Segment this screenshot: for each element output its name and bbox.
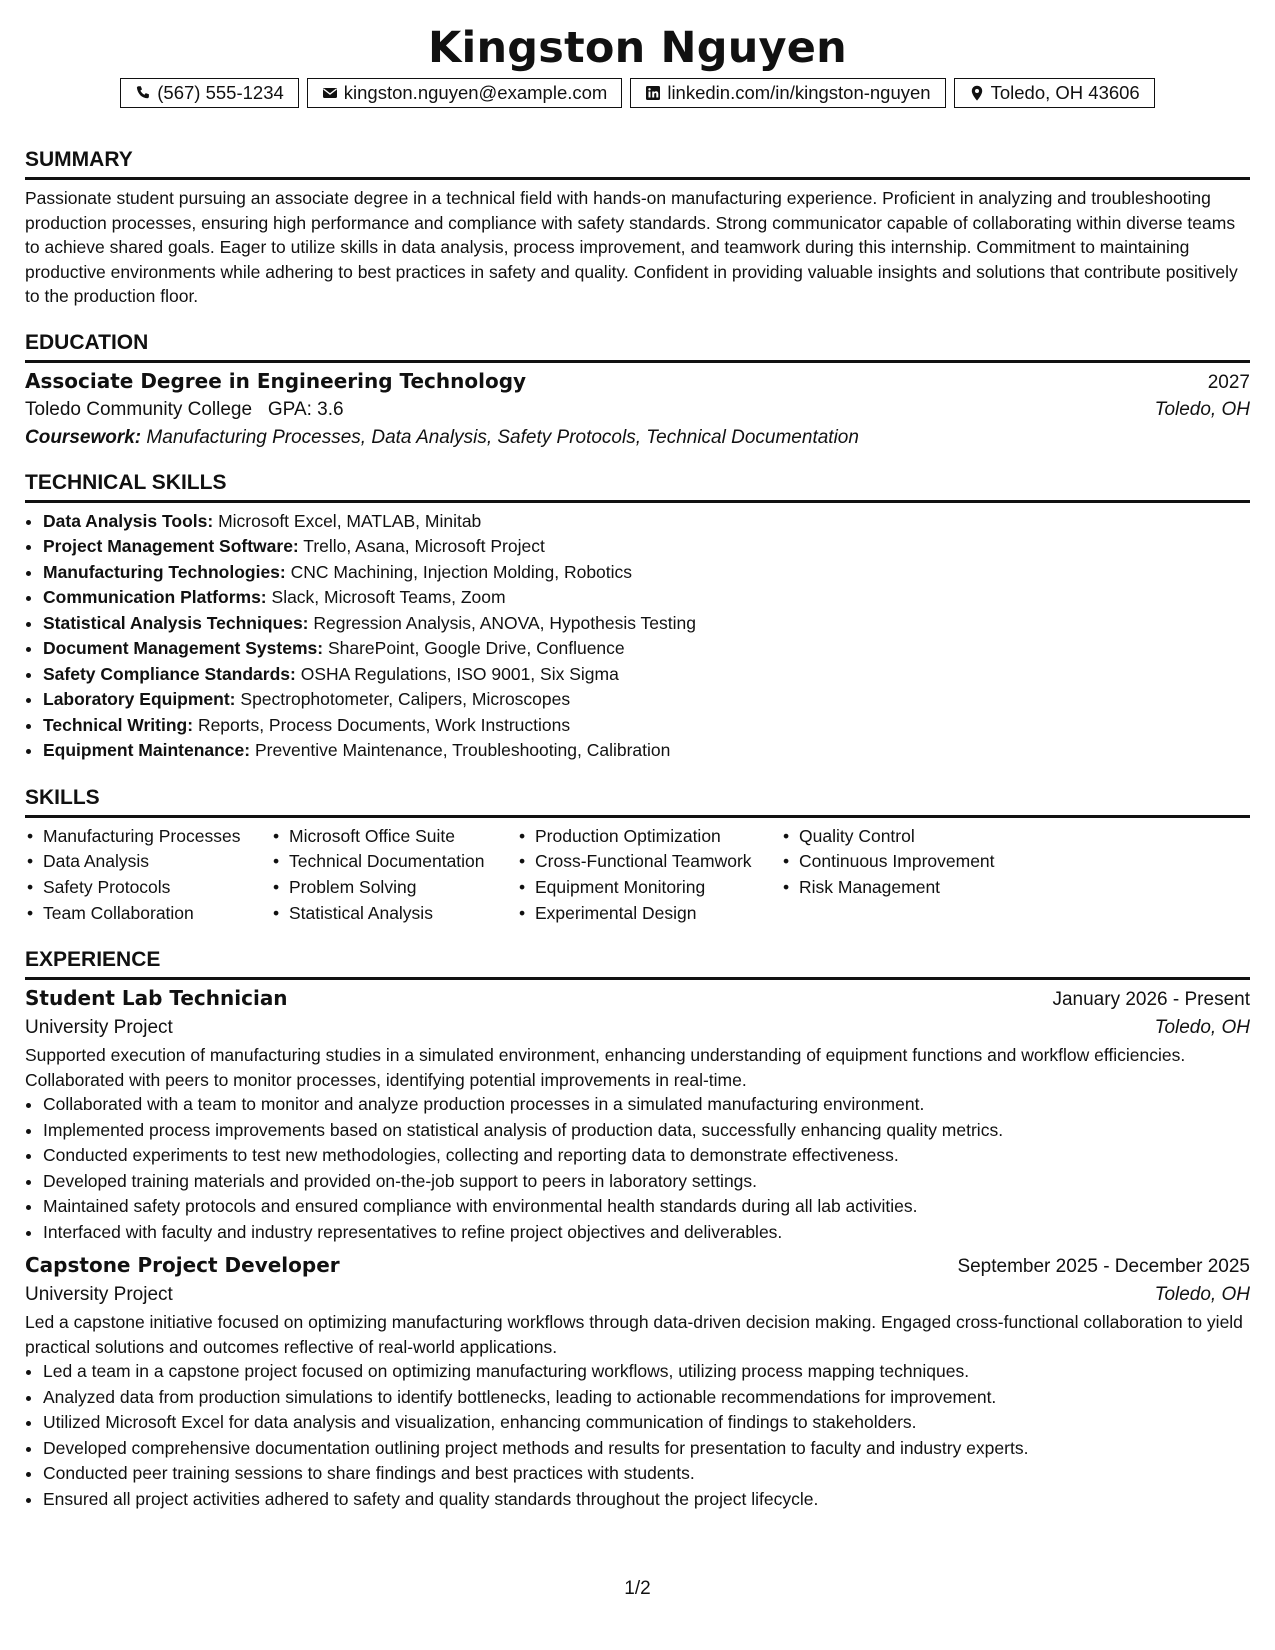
- job-dates: January 2026 - Present: [1052, 989, 1250, 1011]
- email-icon: [322, 85, 338, 101]
- school-location: Toledo, OH: [1154, 398, 1250, 420]
- skill-value: Regression Analysis, ANOVA, Hypothesis Testing: [313, 612, 696, 633]
- section-title-technical-skills: TECHNICAL SKILLS: [25, 471, 1250, 503]
- skill-value: Slack, Microsoft Teams, Zoom: [271, 587, 506, 607]
- list-item: [43, 636, 1250, 662]
- list-item: [43, 713, 1250, 739]
- skill-label: Equipment Maintenance:: [43, 740, 251, 760]
- linkedin-icon: [645, 85, 661, 101]
- list-item: • Continuous Improvement: [781, 849, 1027, 875]
- technical-skills-list: [25, 509, 1250, 764]
- job-org: University Project: [25, 1017, 173, 1039]
- list-item: • Technical Documentation: [271, 849, 517, 875]
- skill-label: Manufacturing Technologies:: [43, 561, 286, 582]
- job-summary: Led a capstone initiative focused on optimizing manufacturing workflows through data-driven decision making. Engaged cross-functional collaboration to yield practical solutions and outcomes reflective of real-world applications.: [25, 1312, 1243, 1357]
- contact-location-text: Toledo, OH 43606: [990, 82, 1140, 103]
- list-item: • Utilized Microsoft Excel for data analysis and visualization, enhancing communication of findings to stakeholders.: [43, 1410, 1250, 1436]
- job-title: Student Lab Technician: [25, 986, 288, 1011]
- list-item: • Analyzed data from production simulations to identify bottlenecks, leading to actionable recommendations for improvement.: [43, 1385, 1250, 1411]
- list-item: • Collaborated with a team to monitor and analyze production processes in a simulated manufacturing environment.: [43, 1092, 1250, 1118]
- list-item: [43, 687, 1250, 713]
- list-item: [43, 738, 1250, 764]
- gpa: GPA: 3.6: [267, 398, 344, 420]
- skill-value: Trello, Asana, Microsoft Project: [303, 536, 545, 556]
- job-location: Toledo, OH: [1154, 1284, 1250, 1306]
- list-item: • Ensured all project activities adhered to safety and quality standards throughout the project lifecycle.: [43, 1487, 1250, 1513]
- list-item: • Microsoft Office Suite: [271, 824, 517, 850]
- skill-label: Project Management Software:: [43, 536, 299, 556]
- graduation-year: 2027: [1207, 371, 1250, 393]
- job-bullets: [25, 1359, 1250, 1512]
- list-item: [43, 560, 1250, 586]
- job-title: Capstone Project Developer: [25, 1253, 340, 1278]
- contact-linkedin[interactable]: [630, 78, 945, 108]
- summary-text: Passionate student pursuing an associate degree in a technical field with hands-on manufacturing experience. Proficient in analyzing and troubleshooting production processes, ensuring high performance and compliance with safety standards. Strong communicator capable of collaborating within diverse teams to achieve shared goals. Eager to utilize skills in data analysis, process improvement, and teamwork during this internship. Commitment to maintaining productive environments while adhering to best practices in safety and quality. Confident in providing valuable insights and solutions that contribute positively to the production floor.: [25, 188, 1238, 306]
- skill-value: SharePoint, Google Drive, Confluence: [327, 638, 625, 658]
- skill-label: Technical Writing:: [43, 714, 194, 735]
- school-line: [25, 399, 344, 421]
- job-summary: Supported execution of manufacturing studies in a simulated environment, enhancing understanding of equipment functions and workflow efficiencies. Collaborated with peers to monitor processes, identifying potential improvements in real-time.: [25, 1045, 1186, 1090]
- job-dates: September 2025 - December 2025: [957, 1256, 1250, 1278]
- list-item: • Experimental Design: [517, 901, 781, 927]
- list-item: • Equipment Monitoring: [517, 875, 781, 901]
- list-item: • Interfaced with faculty and industry representatives to refine project objectives and deliverables.: [43, 1220, 1250, 1246]
- skill-label: Communication Platforms:: [43, 587, 267, 607]
- phone-icon: [135, 85, 151, 101]
- list-item: • Data Analysis: [25, 849, 271, 875]
- list-item: • Maintained safety protocols and ensured compliance with environmental health standards during all lab activities.: [43, 1194, 1250, 1220]
- job-location: Toledo, OH: [1154, 1017, 1250, 1039]
- list-item: • Developed training materials and provided on-the-job support to peers in laboratory settings.: [43, 1169, 1250, 1195]
- school-name: Toledo Community College: [25, 398, 253, 420]
- skill-label: Safety Compliance Standards:: [43, 663, 296, 684]
- contact-email[interactable]: [307, 78, 623, 108]
- experience-entry: [25, 1253, 1250, 1512]
- section-title-skills: SKILLS: [25, 786, 1250, 818]
- list-item: • Led a team in a capstone project focused on optimizing manufacturing workflows, utilizing process mapping techniques.: [43, 1359, 1250, 1385]
- list-item: • Statistical Analysis: [271, 901, 517, 927]
- experience-entry: [25, 986, 1250, 1245]
- degree: Associate Degree in Engineering Technology: [25, 368, 527, 393]
- section-title-summary: SUMMARY: [25, 148, 1250, 180]
- contact-phone-text: (567) 555-1234: [157, 82, 284, 103]
- list-item: • Manufacturing Processes: [25, 824, 271, 850]
- skills-grid: [25, 824, 1250, 927]
- skill-label: Statistical Analysis Techniques:: [43, 612, 309, 633]
- section-title-experience: EXPERIENCE: [25, 948, 1250, 980]
- skill-label: Laboratory Equipment:: [43, 689, 236, 709]
- list-item: • Problem Solving: [271, 875, 517, 901]
- resume-page: [25, 0, 1250, 1512]
- list-item: [43, 509, 1250, 535]
- list-item: • Safety Protocols: [25, 875, 271, 901]
- contact-phone[interactable]: [120, 78, 299, 108]
- skill-value: Spectrophotometer, Calipers, Microscopes: [240, 689, 571, 709]
- contact-linkedin-text: linkedin.com/in/kingston-nguyen: [667, 82, 931, 103]
- skill-value: Microsoft Excel, MATLAB, Minitab: [218, 510, 482, 531]
- list-item: • Team Collaboration: [25, 901, 271, 927]
- candidate-name: Kingston Nguyen: [428, 23, 847, 73]
- skill-value: CNC Machining, Injection Molding, Robotics: [290, 561, 633, 582]
- job-bullets: [25, 1092, 1250, 1245]
- skill-label: Data Analysis Tools:: [43, 510, 214, 531]
- coursework: [25, 427, 1250, 449]
- skill-value: Preventive Maintenance, Troubleshooting, Calibration: [254, 740, 671, 760]
- skill-label: Document Management Systems:: [43, 638, 324, 658]
- list-item: [43, 611, 1250, 637]
- list-item: • Cross-Functional Teamwork: [517, 849, 781, 875]
- contact-location[interactable]: [954, 78, 1155, 108]
- list-item: [43, 662, 1250, 688]
- list-item: • Risk Management: [781, 875, 1027, 901]
- location-icon: [969, 85, 985, 101]
- skill-value: OSHA Regulations, ISO 9001, Six Sigma: [300, 663, 619, 684]
- list-item: [43, 585, 1250, 611]
- education-entry: [25, 369, 1250, 449]
- contact-bar: [25, 78, 1250, 108]
- section-title-education: EDUCATION: [25, 331, 1250, 363]
- list-item: [43, 534, 1250, 560]
- list-item: • Conducted experiments to test new methodologies, collecting and reporting data to demonstrate effectiveness.: [43, 1143, 1250, 1169]
- coursework-label: Coursework:: [25, 426, 142, 448]
- coursework-list: Manufacturing Processes, Data Analysis, Safety Protocols, Technical Documentation: [146, 426, 859, 448]
- skill-value: Reports, Process Documents, Work Instructions: [197, 714, 571, 735]
- page-number: 1/2: [624, 1578, 651, 1599]
- list-item: • Implemented process improvements based on statistical analysis of production data, successfully enhancing quality metrics.: [43, 1118, 1250, 1144]
- list-item: • Production Optimization: [517, 824, 781, 850]
- contact-email-text: kingston.nguyen@example.com: [343, 82, 608, 103]
- list-item: • Quality Control: [781, 824, 1027, 850]
- job-org: University Project: [25, 1284, 173, 1306]
- list-item: • Developed comprehensive documentation outlining project methods and results for presentation to faculty and industry experts.: [43, 1436, 1250, 1462]
- list-item: • Conducted peer training sessions to share findings and best practices with students.: [43, 1461, 1250, 1487]
